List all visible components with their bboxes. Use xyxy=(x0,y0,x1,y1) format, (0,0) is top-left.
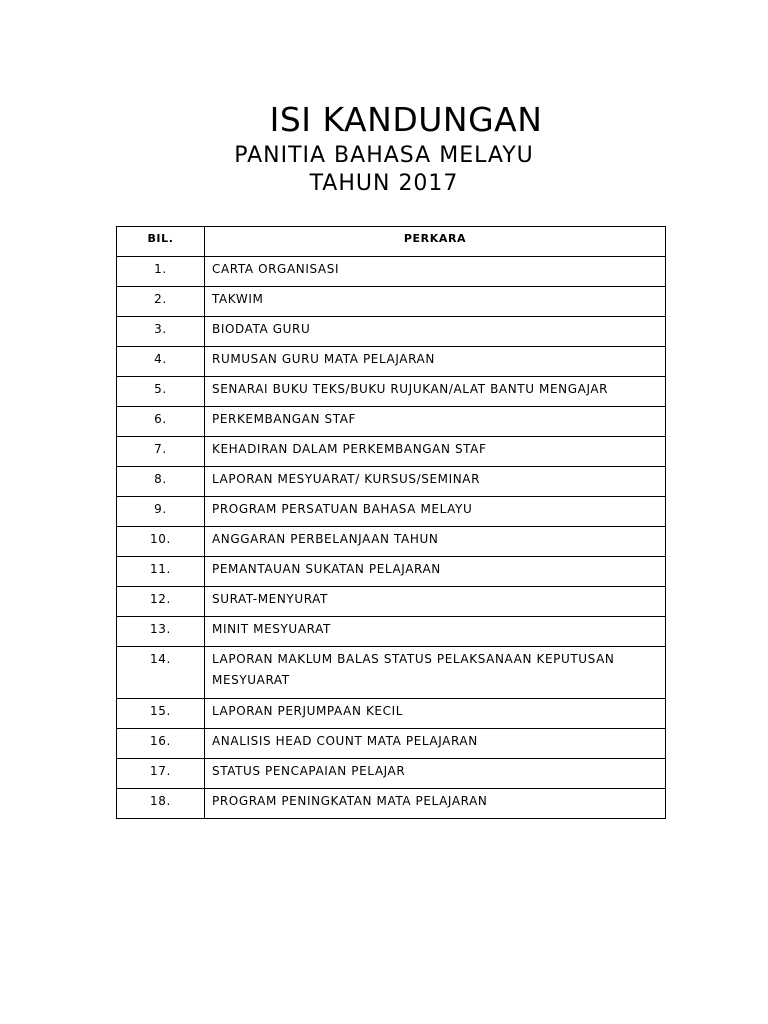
row-item xyxy=(205,497,666,527)
table-row xyxy=(117,467,666,497)
row-item-text: PEMANTAUAN SUKATAN PELAJARAN xyxy=(212,562,441,576)
row-number-text: 16. xyxy=(150,734,171,748)
row-number-text: 8. xyxy=(154,472,167,486)
row-item-text: TAKWIM xyxy=(212,292,264,306)
row-item-text: RUMUSAN GURU MATA PELAJARAN xyxy=(212,352,435,366)
row-number xyxy=(117,587,205,617)
table-header-row xyxy=(117,227,666,257)
table-row xyxy=(117,617,666,647)
row-number xyxy=(117,347,205,377)
table-row xyxy=(117,377,666,407)
row-item-text: SURAT-MENYURAT xyxy=(212,592,328,606)
row-item xyxy=(205,617,666,647)
table-row xyxy=(117,527,666,557)
row-item xyxy=(205,407,666,437)
row-item xyxy=(205,699,666,729)
row-item-text: LAPORAN MAKLUM BALAS STATUS PELAKSANAAN KEPUTUSAN MESYUARAT xyxy=(212,652,615,687)
row-item xyxy=(205,287,666,317)
row-number xyxy=(117,437,205,467)
row-item-text: KEHADIRAN DALAM PERKEMBANGAN STAF xyxy=(212,442,487,456)
contents-table xyxy=(116,226,666,819)
header-bil: BIL. xyxy=(117,227,205,257)
row-item-text: CARTA ORGANISASI xyxy=(212,262,340,276)
table-row xyxy=(117,699,666,729)
row-number-text: 14. xyxy=(150,652,171,666)
row-number xyxy=(117,617,205,647)
row-item-text: PROGRAM PENINGKATAN MATA PELAJARAN xyxy=(212,794,488,808)
row-item xyxy=(205,257,666,287)
row-item-text: PERKEMBANGAN STAF xyxy=(212,412,357,426)
row-number xyxy=(117,377,205,407)
row-item-text: ANALISIS HEAD COUNT MATA PELAJARAN xyxy=(212,734,478,748)
page-subtitle-panel: PANITIA BAHASA MELAYU xyxy=(234,143,534,168)
row-number xyxy=(117,759,205,789)
row-number-text: 17. xyxy=(150,764,171,778)
row-item xyxy=(205,527,666,557)
row-item xyxy=(205,317,666,347)
table-row xyxy=(117,759,666,789)
row-item xyxy=(205,729,666,759)
page-subtitle-year: TAHUN 2017 xyxy=(309,171,459,196)
row-number xyxy=(117,467,205,497)
row-number xyxy=(117,287,205,317)
row-item xyxy=(205,347,666,377)
row-item xyxy=(205,557,666,587)
table-row xyxy=(117,647,666,699)
row-item-text: MINIT MESYUARAT xyxy=(212,622,331,636)
row-item xyxy=(205,759,666,789)
row-number xyxy=(117,647,205,699)
row-item-text: PROGRAM PERSATUAN BAHASA MELAYU xyxy=(212,502,473,516)
row-item xyxy=(205,789,666,819)
table-row xyxy=(117,587,666,617)
row-number-text: 15. xyxy=(150,704,171,718)
row-number-text: 1. xyxy=(154,262,167,276)
page-title: ISI KANDUNGAN xyxy=(269,100,543,139)
row-number-text: 7. xyxy=(154,442,167,456)
row-number xyxy=(117,317,205,347)
row-item xyxy=(205,647,666,699)
table-row xyxy=(117,729,666,759)
row-number-text: 10. xyxy=(150,532,171,546)
row-item xyxy=(205,437,666,467)
row-number-text: 5. xyxy=(154,382,167,396)
row-number xyxy=(117,729,205,759)
row-number xyxy=(117,699,205,729)
table-body xyxy=(117,257,666,819)
row-number xyxy=(117,557,205,587)
row-number-text: 11. xyxy=(150,562,171,576)
row-number-text: 13. xyxy=(150,622,171,636)
row-number-text: 4. xyxy=(154,352,167,366)
table-row xyxy=(117,497,666,527)
row-number xyxy=(117,497,205,527)
row-item-text: SENARAI BUKU TEKS/BUKU RUJUKAN/ALAT BANTU MENGAJAR xyxy=(212,382,609,396)
row-number xyxy=(117,527,205,557)
row-number-text: 3. xyxy=(154,322,167,336)
table-row xyxy=(117,257,666,287)
row-item-text: STATUS PENCAPAIAN PELAJAR xyxy=(212,764,406,778)
table-row xyxy=(117,347,666,377)
row-number-text: 6. xyxy=(154,412,167,426)
row-item xyxy=(205,377,666,407)
row-item-text: LAPORAN PERJUMPAAN KECIL xyxy=(212,704,404,718)
row-item-text: ANGGARAN PERBELANJAAN TAHUN xyxy=(212,532,439,546)
row-number-text: 2. xyxy=(154,292,167,306)
table-row xyxy=(117,407,666,437)
table-row xyxy=(117,287,666,317)
table-row xyxy=(117,557,666,587)
table-row xyxy=(117,789,666,819)
table-row xyxy=(117,437,666,467)
row-item-text: LAPORAN MESYUARAT/ KURSUS/SEMINAR xyxy=(212,472,481,486)
row-number-text: 9. xyxy=(154,502,167,516)
row-number xyxy=(117,257,205,287)
table-row xyxy=(117,317,666,347)
row-number xyxy=(117,407,205,437)
row-item-text: BIODATA GURU xyxy=(212,322,311,336)
row-number-text: 12. xyxy=(150,592,171,606)
row-number-text: 18. xyxy=(150,794,171,808)
row-item xyxy=(205,587,666,617)
header-perkara: PERKARA xyxy=(205,227,666,257)
row-item xyxy=(205,467,666,497)
row-number xyxy=(117,789,205,819)
